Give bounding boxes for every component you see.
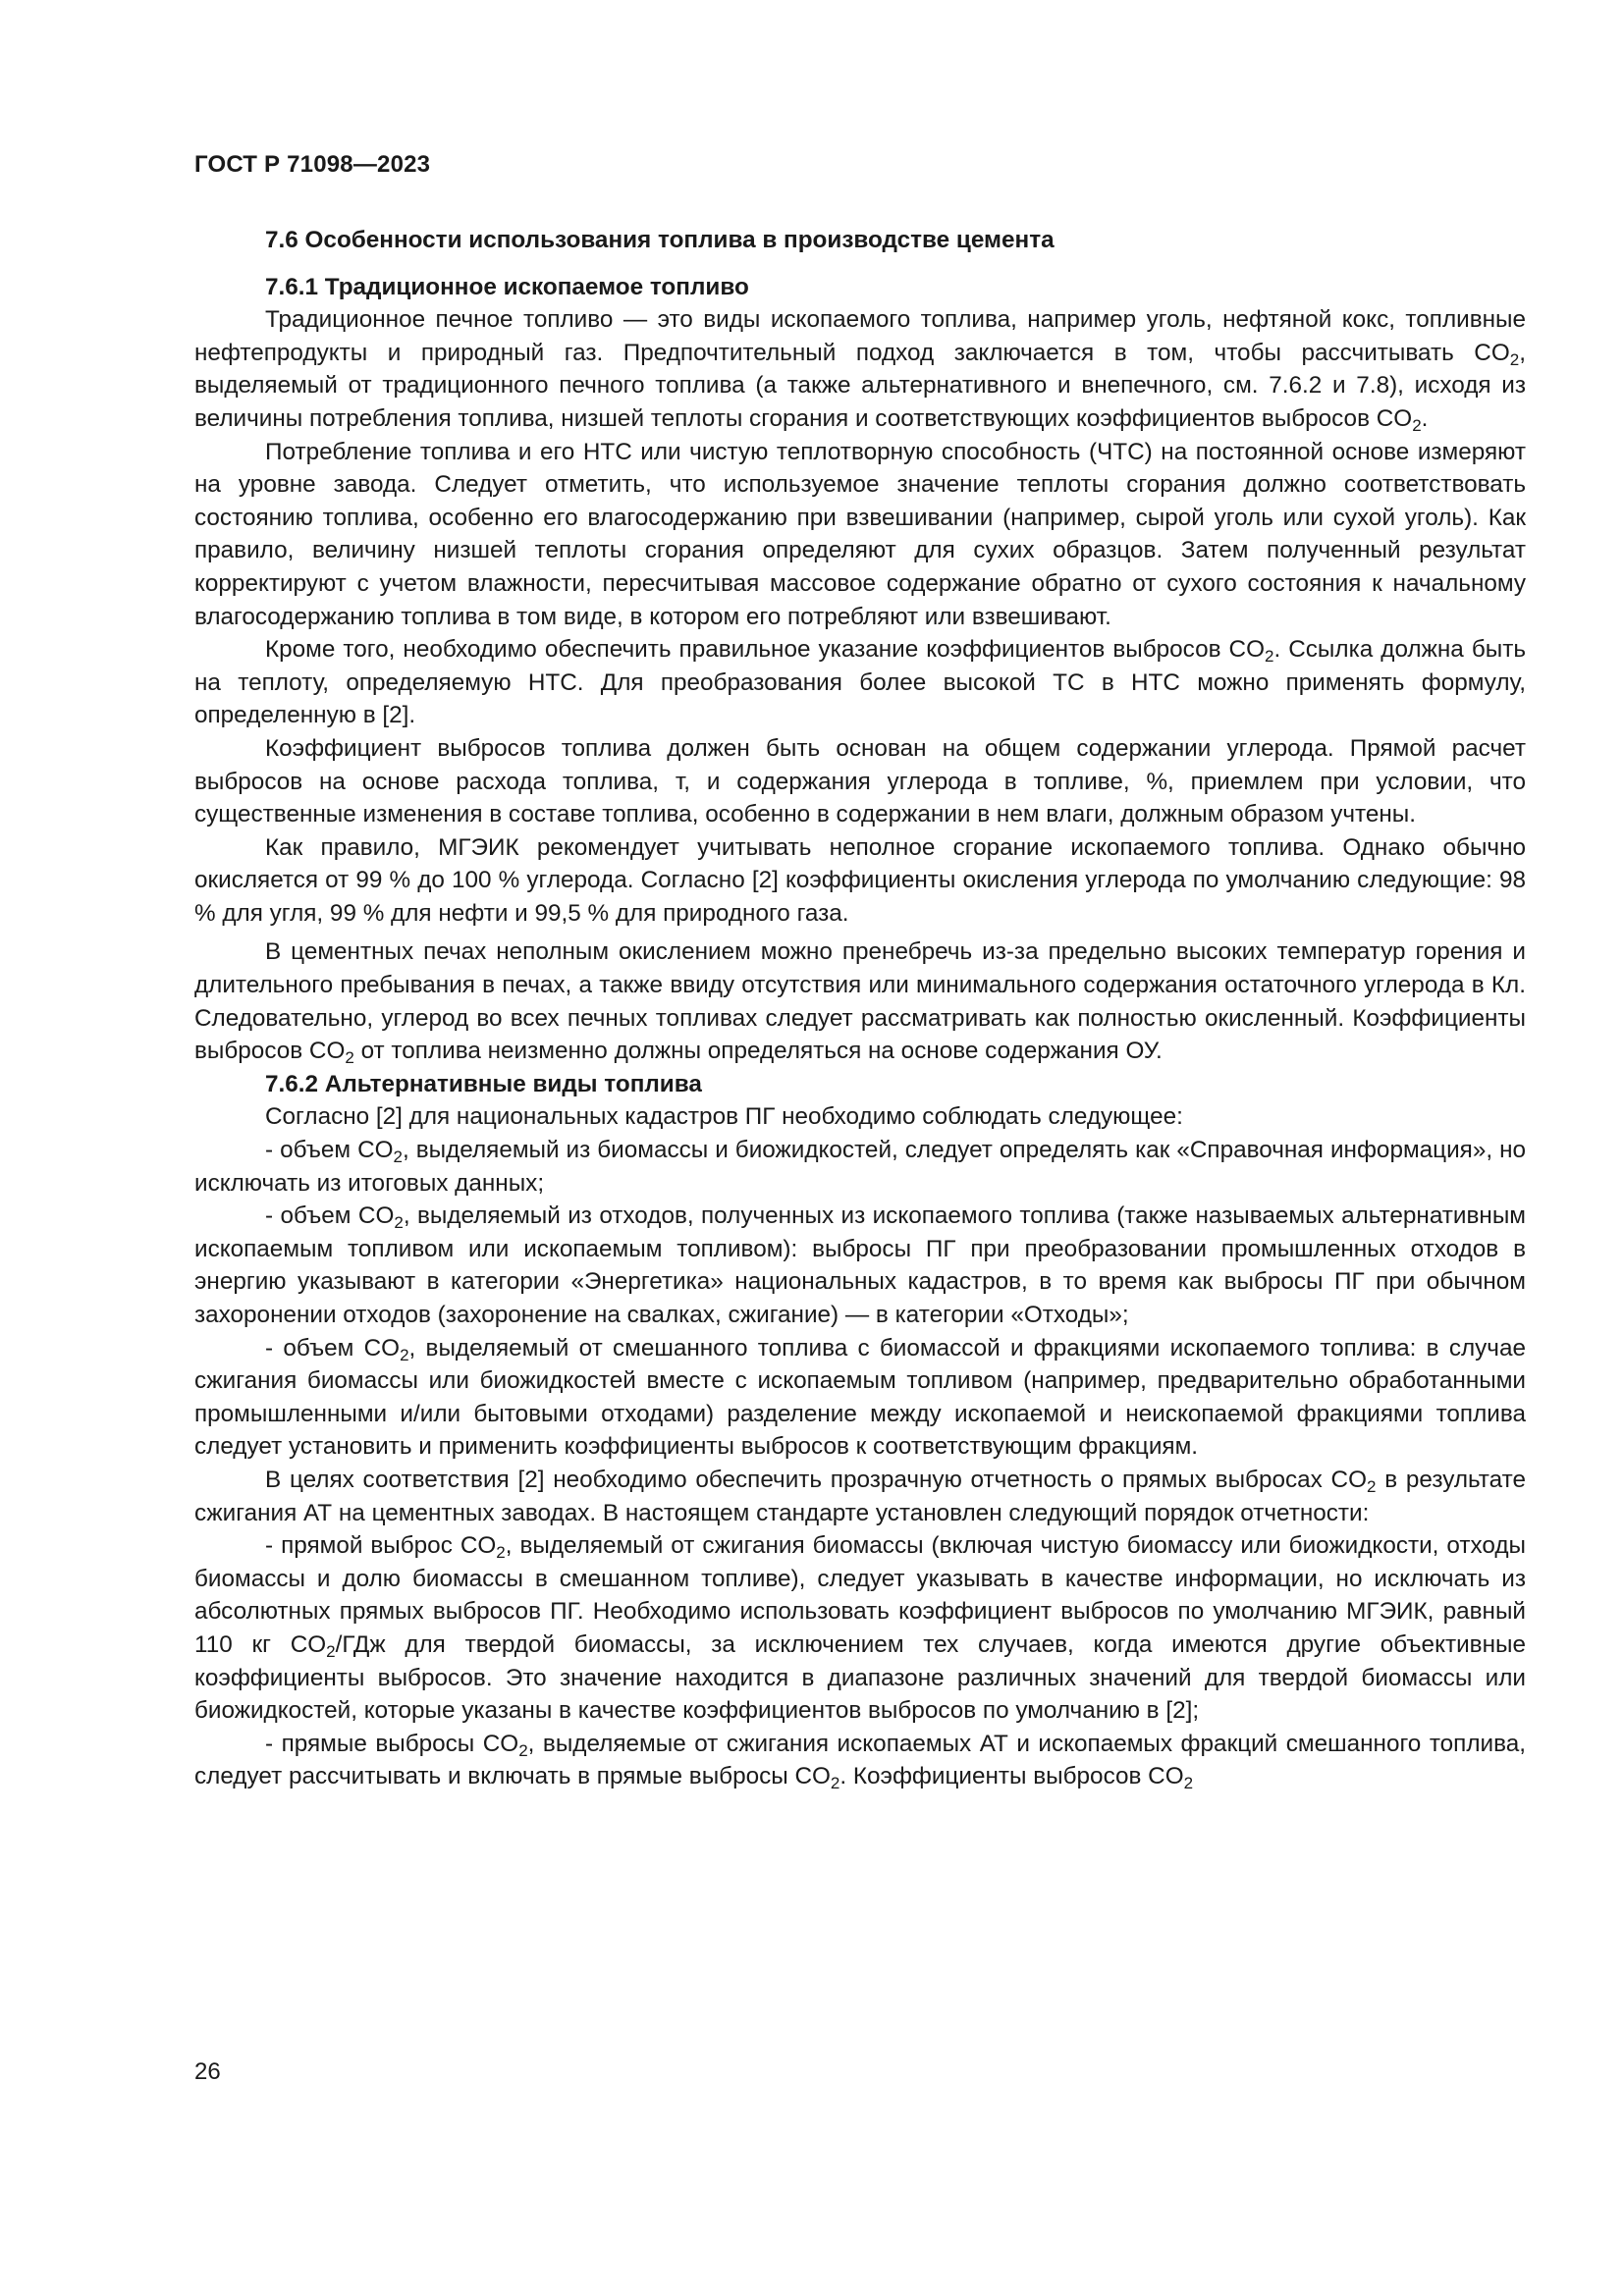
list-item: - прямой выброс $CO_2$, выделяемый от сжигания биомассы (включая чистую биомассу или биожидкости, отходы биомассы и долю биомассы в смешанном топливе), следует указывать в качестве информации, но исключать из абсолютных прямых выбросов ПГ. Необходимо использовать коэффициент выбросов по умолчанию МГЭИК, равный 110 кг $CO_2$/ГДж для твердой биомассы, за исключением тех случаев, когда имеются другие объективные коэффициенты выбросов. Это значение находится в диапазоне различных значений для твердой биомассы или биожидкостей, которые указаны в качестве коэффициентов выбросов по умолчанию в [2]; — [194, 1532, 1527, 1725]
paragraph: Потребление топлива и его НТС или чистую теплотворную способность (ЧТС) на постоянной основе измеряют на уровне завода. Следует отметить, что используемое значение теплоты сгорания должно соответствовать состоянию топлива, особенно его влагосодержанию при взвешивании (например, сырой уголь или сухой уголь). Как правило, величину низшей теплоты сгорания определяют для сухих образцов. Затем полученный результат корректируют с учетом влажности, пересчитывая массовое содержание обратно от сухого состояния к начальному влагосодержанию топлива в том виде, в котором его потребляют или взвешивают. — [194, 438, 1526, 630]
subsection-title-7-6-2: 7.6.2 Альтернативные виды топлива — [265, 1070, 702, 1097]
subsection-title-7-6-1: 7.6.1 Традиционное ископаемое топливо — [265, 273, 749, 300]
paragraph: В целях соответствия [2] необходимо обеспечить прозрачную отчетность о прямых выбросах $CO_2$ в результате сжигания АТ на цементных заводах. В настоящем стандарте установлен следующий порядок отчетности: — [194, 1466, 1526, 1526]
paragraph: Кроме того, необходимо обеспечить правильное указание коэффициентов выбросов $CO_2$. Ссылка должна быть на теплоту, определяемую НТС. Для преобразования более высокой ТС в НТС можно применять формулу, определенную в [2]. — [194, 636, 1526, 729]
list-item: - объем $CO_2$, выделяемый из отходов, полученных из ископаемого топлива (также называемых альтернативным ископаемым топливом или ископаемым топливом): выбросы ПГ при преобразовании промышленных отходов в энергию указывают в категории «Энергетика» национальных кадастров, в то время как выбросы ПГ при обычном захоронении отходов (захоронение на свалках, сжигание) — в категории «Отходы»; — [194, 1202, 1526, 1328]
list-item: - объем $CO_2$, выделяемый от смешанного топлива с биомассой и фракциями ископаемого топлива: в случае сжигания биомассы или биожидкостей вместе с ископаемым топливом (например, предварительно обработанными промышленными и/или бытовыми отходами) разделение между ископаемой и неископаемой фракциями топлива следует установить и применить коэффициенты выбросов к соответствующим фракциям. — [194, 1334, 1526, 1461]
paragraph: Традиционное печное топливо — это виды ископаемого топлива, например уголь, нефтяной кокс, топливные нефтепродукты и природный газ. Предпочтительный подход заключается в том, чтобы рассчитывать $CO_2$, выделяемый от традиционного печного топлива (а также альтернативного и внепечного, см. 7.6.2 и 7.8), исходя из величины потребления топлива, низшей теплоты сгорания и соответствующих коэффициентов выбросов $CO_2$. — [194, 306, 1526, 435]
list-item: - прямые выбросы $CO_2$, выделяемые от сжигания ископаемых АТ и ископаемых фракций смешанного топлива, следует рассчитывать и включать в прямые выбросы $CO_2$. Коэффициенты выбросов $CO_2$ — [194, 1730, 1526, 1793]
list-item: - объем $CO_2$, выделяемый из биомассы и биожидкостей, следует определять как «Справочная информация», но исключать из итоговых данных; — [194, 1137, 1526, 1197]
paragraph: Согласно [2] для национальных кадастров ПГ необходимо соблюдать следующее: — [265, 1103, 1183, 1131]
page-number: 26 — [194, 2058, 221, 2085]
standard-code-header: ГОСТ Р 71098—2023 — [194, 151, 431, 178]
paragraph: Как правило, МГЭИК рекомендует учитывать неполное сгорание ископаемого топлива. Однако обычно окисляется от 99 % до 100 % углерода. Согласно [2] коэффициенты окисления углерода по умолчанию следующие: 98 % для угля, 99 % для нефти и 99,5 % для природного газа. — [194, 833, 1526, 927]
section-title-7-6: 7.6 Особенности использования топлива в производстве цемента — [265, 227, 1055, 253]
page-body — [194, 224, 1526, 1793]
paragraph: В цементных печах неполным окислением можно пренебречь из-за предельно высоких температур горения и длительного пребывания в печах, а также ввиду отсутствия или минимального содержания остаточного углерода в Кл. Следовательно, углерод во всех печных топливах следует рассматривать как полностью окисленный. Коэффициенты выбросов $CO_2$ от топлива неизменно должны определяться на основе содержания ОУ. — [194, 938, 1526, 1068]
paragraph: Коэффициент выбросов топлива должен быть основан на общем содержании углерода. Прямой расчет выбросов на основе расхода топлива, т, и содержания углерода в топливе, %, приемлем при условии, что существенные изменения в составе топлива, особенно в содержании в нем влаги, должным образом учтены. — [194, 734, 1526, 828]
